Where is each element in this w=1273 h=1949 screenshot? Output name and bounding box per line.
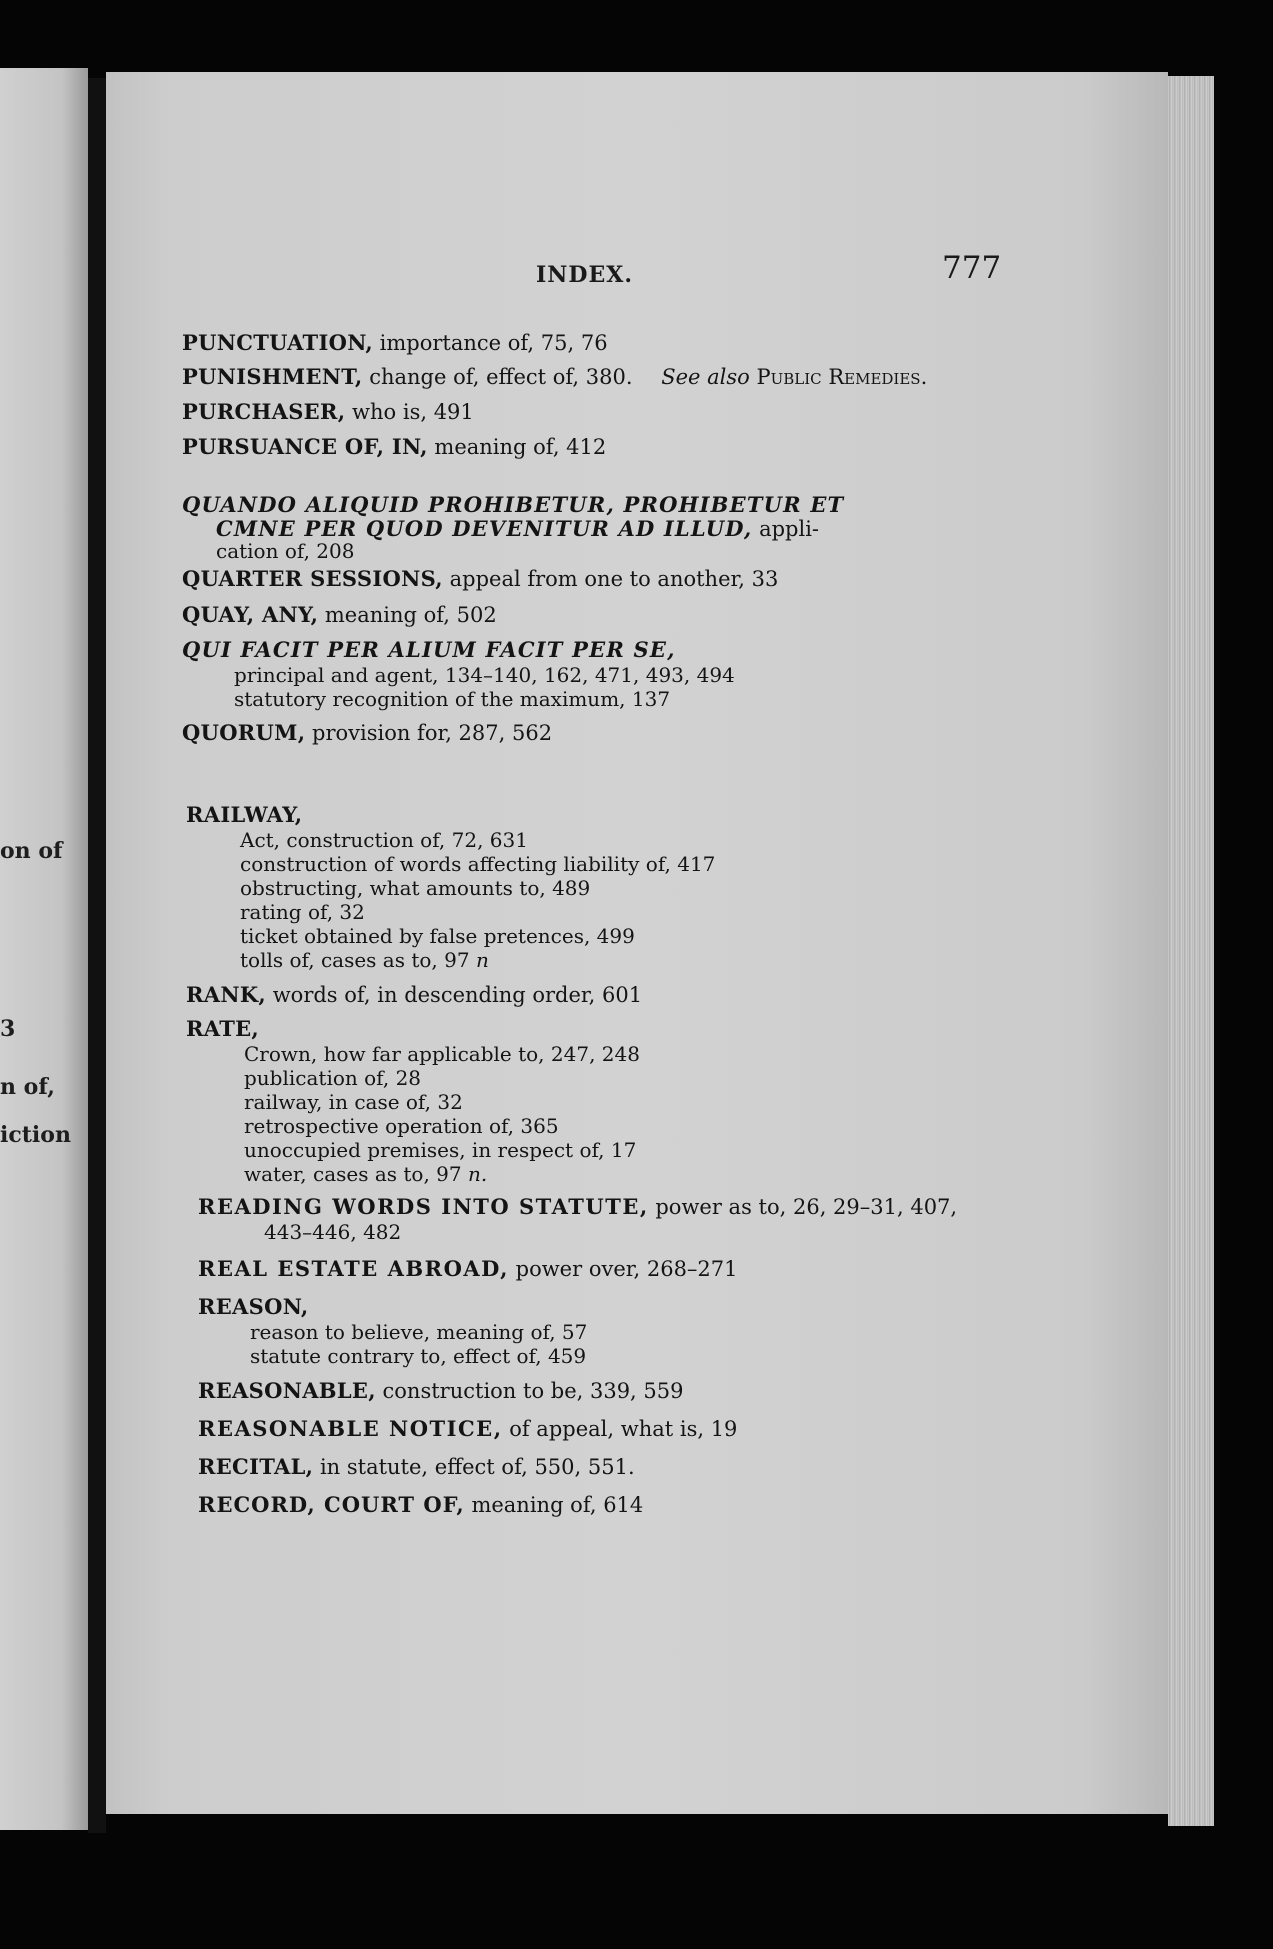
index-entry-qui-facit: QUI FACIT PER ALIUM FACIT PER SE, (182, 637, 676, 662)
index-entry-rate: RATE, (186, 1016, 260, 1041)
index-subentry: publication of, 28 (244, 1066, 422, 1090)
facing-page-fragment: iction (0, 1122, 71, 1148)
index-subentry: statutory recognition of the maximum, 137 (234, 687, 671, 711)
index-entry-reasonable-notice: REASONABLE NOTICE, of appeal, what is, 19 (198, 1416, 738, 1441)
facing-page-fragment: on of (0, 838, 63, 864)
facing-page-fragment: 3 (0, 1016, 16, 1042)
index-entry-quando-line1: QUANDO ALIQUID PROHIBETUR, PROHIBETUR ET (182, 492, 845, 517)
index-entry-real-estate: REAL ESTATE ABROAD, power over, 268–271 (198, 1256, 738, 1281)
index-subentry: rating of, 32 (240, 900, 365, 924)
index-subentry: Act, construction of, 72, 631 (240, 828, 528, 852)
see-also-label: See also (661, 365, 750, 389)
index-entry-pursuance: PURSUANCE OF, IN, meaning of, 412 (182, 434, 607, 459)
running-head: INDEX. (536, 262, 633, 288)
index-subentry: water, cases as to, 97 n. (244, 1162, 488, 1186)
index-entry-punishment: PUNISHMENT, change of, effect of, 380. See also Public Remedies. (182, 364, 928, 389)
index-entry-quarter-sessions: QUARTER SESSIONS, appeal from one to another, 33 (182, 566, 779, 591)
index-subentry: unoccupied premises, in respect of, 17 (244, 1138, 637, 1162)
index-page (106, 72, 1168, 1814)
index-entry-record: RECORD, COURT OF, meaning of, 614 (198, 1492, 644, 1517)
index-subentry: construction of words affecting liability of, 417 (240, 852, 716, 876)
index-entry-punctuation: PUNCTUATION, importance of, 75, 76 (182, 330, 608, 355)
facing-page-fragment: n of, (0, 1074, 55, 1100)
index-entry-reading-words-cont: 443–446, 482 (264, 1220, 402, 1244)
index-entry-purchaser: PURCHASER, who is, 491 (182, 399, 474, 424)
index-subentry: ticket obtained by false pretences, 499 (240, 924, 635, 948)
index-subentry: statute contrary to, effect of, 459 (250, 1344, 587, 1368)
index-subentry: railway, in case of, 32 (244, 1090, 463, 1114)
index-entry-quando-line2: CMNE PER QUOD DEVENITUR AD ILLUD, appli- (216, 516, 820, 541)
facing-page (0, 68, 88, 1830)
index-subentry: obstructing, what amounts to, 489 (240, 876, 591, 900)
index-entry-railway: RAILWAY, (186, 802, 303, 827)
index-entry-reason: REASON, (198, 1294, 309, 1319)
index-subentry: reason to believe, meaning of, 57 (250, 1320, 588, 1344)
index-entry-reasonable: REASONABLE, construction to be, 339, 559 (198, 1378, 684, 1403)
index-subentry: retrospective operation of, 365 (244, 1114, 559, 1138)
index-entry-recital: RECITAL, in statute, effect of, 550, 551. (198, 1454, 635, 1479)
index-subentry: tolls of, cases as to, 97 n (240, 948, 489, 972)
index-entry-quay: QUAY, ANY, meaning of, 502 (182, 602, 497, 627)
page-edges (1168, 76, 1214, 1826)
see-also-target: Public Remedies. (756, 365, 928, 389)
book-gutter (88, 78, 106, 1833)
index-entry-quorum: QUORUM, provision for, 287, 562 (182, 720, 553, 745)
page-number: 777 (942, 250, 1002, 286)
index-subentry: principal and agent, 134–140, 162, 471, 493, 494 (234, 663, 735, 687)
index-entry-rank: RANK, words of, in descending order, 601 (186, 982, 643, 1007)
index-entry-quando-line3: cation of, 208 (216, 539, 355, 563)
index-subentry: Crown, how far applicable to, 247, 248 (244, 1042, 640, 1066)
index-entry-reading-words: READING WORDS INTO STATUTE, power as to, 26, 29–31, 407, (198, 1194, 958, 1219)
